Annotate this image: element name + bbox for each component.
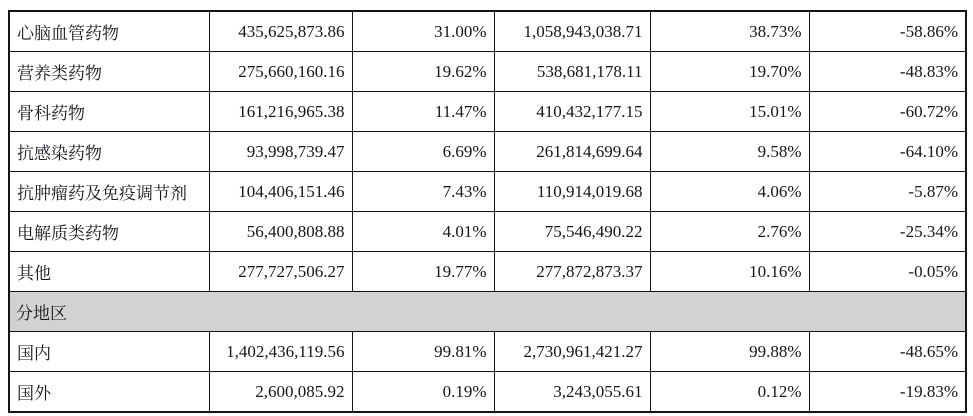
prior-share-percent-cell: 10.16% — [650, 252, 809, 292]
prior-amount-cell: 538,681,178.11 — [494, 52, 650, 92]
category-cell: 抗肿瘤药及免疫调节剂 — [9, 172, 209, 212]
share-percent-cell: 99.81% — [352, 332, 494, 372]
prior-share-percent-cell: 0.12% — [650, 372, 809, 413]
share-percent-cell: 4.01% — [352, 212, 494, 252]
share-percent-cell: 0.19% — [352, 372, 494, 413]
yoy-change-cell: -19.83% — [809, 372, 966, 413]
prior-amount-cell: 1,058,943,038.71 — [494, 11, 650, 52]
prior-amount-cell: 410,432,177.15 — [494, 92, 650, 132]
prior-amount-cell: 110,914,019.68 — [494, 172, 650, 212]
table-row — [9, 372, 966, 413]
prior-share-percent-cell: 38.73% — [650, 11, 809, 52]
amount-cell: 275,660,160.16 — [209, 52, 352, 92]
prior-share-percent-cell: 9.58% — [650, 132, 809, 172]
table-row — [9, 92, 966, 132]
share-percent-cell: 7.43% — [352, 172, 494, 212]
amount-cell: 56,400,808.88 — [209, 212, 352, 252]
revenue-breakdown-table — [8, 10, 967, 413]
table-row — [9, 172, 966, 212]
category-cell: 心脑血管药物 — [9, 11, 209, 52]
prior-amount-cell: 75,546,490.22 — [494, 212, 650, 252]
table-row — [9, 132, 966, 172]
category-cell: 其他 — [9, 252, 209, 292]
prior-amount-cell: 2,730,961,421.27 — [494, 332, 650, 372]
prior-share-percent-cell: 2.76% — [650, 212, 809, 252]
share-percent-cell: 19.77% — [352, 252, 494, 292]
yoy-change-cell: -0.05% — [809, 252, 966, 292]
category-cell: 国外 — [9, 372, 209, 413]
amount-cell: 1,402,436,119.56 — [209, 332, 352, 372]
amount-cell: 435,625,873.86 — [209, 11, 352, 52]
table-row — [9, 252, 966, 292]
prior-share-percent-cell: 19.70% — [650, 52, 809, 92]
yoy-change-cell: -64.10% — [809, 132, 966, 172]
table-row — [9, 52, 966, 92]
section-header-label: 分地区 — [9, 292, 966, 332]
table-row — [9, 212, 966, 252]
share-percent-cell: 19.62% — [352, 52, 494, 92]
category-cell: 骨科药物 — [9, 92, 209, 132]
category-cell: 国内 — [9, 332, 209, 372]
prior-share-percent-cell: 4.06% — [650, 172, 809, 212]
prior-amount-cell: 261,814,699.64 — [494, 132, 650, 172]
yoy-change-cell: -5.87% — [809, 172, 966, 212]
prior-share-percent-cell: 15.01% — [650, 92, 809, 132]
share-percent-cell: 6.69% — [352, 132, 494, 172]
table-row — [9, 332, 966, 372]
prior-amount-cell: 277,872,873.37 — [494, 252, 650, 292]
yoy-change-cell: -60.72% — [809, 92, 966, 132]
prior-amount-cell: 3,243,055.61 — [494, 372, 650, 413]
category-cell: 电解质类药物 — [9, 212, 209, 252]
section-header-row — [9, 292, 966, 332]
prior-share-percent-cell: 99.88% — [650, 332, 809, 372]
amount-cell: 104,406,151.46 — [209, 172, 352, 212]
yoy-change-cell: -25.34% — [809, 212, 966, 252]
share-percent-cell: 31.00% — [352, 11, 494, 52]
amount-cell: 161,216,965.38 — [209, 92, 352, 132]
amount-cell: 277,727,506.27 — [209, 252, 352, 292]
category-cell: 营养类药物 — [9, 52, 209, 92]
yoy-change-cell: -48.65% — [809, 332, 966, 372]
amount-cell: 2,600,085.92 — [209, 372, 352, 413]
category-cell: 抗感染药物 — [9, 132, 209, 172]
share-percent-cell: 11.47% — [352, 92, 494, 132]
table-row — [9, 11, 966, 52]
yoy-change-cell: -58.86% — [809, 11, 966, 52]
yoy-change-cell: -48.83% — [809, 52, 966, 92]
amount-cell: 93,998,739.47 — [209, 132, 352, 172]
